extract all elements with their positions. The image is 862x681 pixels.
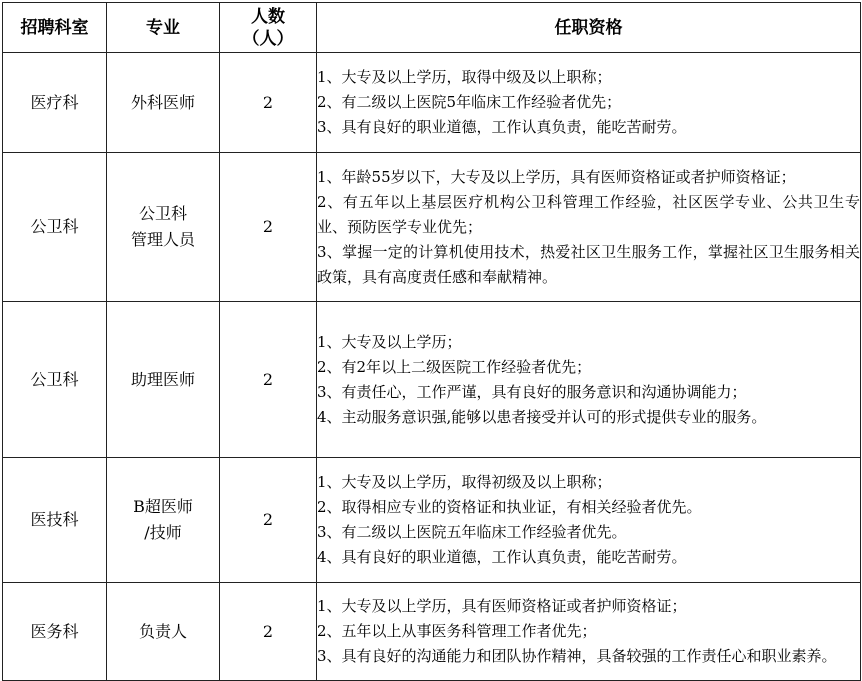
requirement-item: 2、有二级以上医院5年临床工作经验者优先； bbox=[317, 93, 622, 111]
requirements-cell bbox=[317, 153, 861, 302]
header-major: 专业 bbox=[107, 3, 220, 53]
major-cell bbox=[107, 153, 220, 302]
requirements-cell bbox=[317, 583, 861, 681]
major-cell bbox=[107, 302, 220, 458]
major-line: 助理医师 bbox=[130, 369, 195, 389]
dept-cell: 公卫科 bbox=[3, 302, 107, 458]
header-qualifications: 任职资格 bbox=[317, 3, 861, 53]
recruitment-table bbox=[2, 2, 861, 681]
major-cell bbox=[107, 53, 220, 153]
requirement-item: 1、大专及以上学历，具有医师资格证或者护师资格证； bbox=[317, 597, 687, 615]
table-row bbox=[3, 53, 861, 153]
table-row bbox=[3, 153, 861, 302]
major-line: /技师 bbox=[144, 523, 182, 542]
count-cell: 2 bbox=[220, 583, 317, 681]
requirements-cell bbox=[317, 302, 861, 458]
requirement-item: 2、取得相应专业的资格证和执业证，有相关经验者优先。 bbox=[317, 498, 702, 516]
count-cell: 2 bbox=[220, 53, 317, 153]
requirement-item: 4、主动服务意识强,能够以患者接受并认可的形式提供专业的服务。 bbox=[317, 407, 767, 426]
requirements-cell bbox=[317, 53, 861, 153]
major-line: 外科医师 bbox=[130, 92, 195, 112]
count-cell: 2 bbox=[220, 302, 317, 458]
header-dept: 招聘科室 bbox=[3, 3, 107, 53]
dept-cell: 医疗科 bbox=[3, 53, 107, 153]
header-count-line1: 人数 bbox=[251, 6, 285, 27]
count-cell: 2 bbox=[220, 458, 317, 583]
requirements-cell bbox=[317, 458, 861, 583]
header-count-line2: （人） bbox=[242, 28, 294, 49]
requirement-item: 2、五年以上从事医务科管理工作者优先； bbox=[317, 622, 597, 640]
requirement-item: 1、年龄55岁以下，大专及以上学历，具有医师资格证或者护师资格证； bbox=[317, 167, 796, 186]
requirement-item: 1、大专及以上学历； bbox=[317, 332, 462, 351]
dept-cell: 医务科 bbox=[3, 583, 107, 681]
requirement-item: 4、具有良好的职业道德，工作认真负责，能吃苦耐劳。 bbox=[317, 548, 687, 566]
major-cell bbox=[107, 583, 220, 681]
dept-cell: 公卫科 bbox=[3, 153, 107, 302]
requirement-item: 2、有2年以上二级医院工作经验者优先； bbox=[317, 357, 592, 376]
major-line: B超医师 bbox=[133, 497, 193, 516]
count-cell: 2 bbox=[220, 153, 317, 302]
major-line: 公卫科 bbox=[138, 204, 187, 223]
table-row bbox=[3, 458, 861, 583]
requirement-item: 1、大专及以上学历，取得中级及以上职称； bbox=[317, 68, 612, 86]
dept-cell: 医技科 bbox=[3, 458, 107, 583]
major-cell bbox=[107, 458, 220, 583]
header-count bbox=[220, 3, 317, 53]
table-row bbox=[3, 302, 861, 458]
header-row bbox=[3, 3, 861, 53]
table-row bbox=[3, 583, 861, 681]
requirement-item: 3、掌握一定的计算机使用技术，热爱社区卫生服务工作，掌握社区卫生服务相关政策，具有高度责任感和奉献精神。 bbox=[317, 242, 860, 286]
requirement-item: 3、具有良好的职业道德，工作认真负责，能吃苦耐劳。 bbox=[317, 118, 687, 136]
requirement-item: 1、大专及以上学历，取得初级及以上职称； bbox=[317, 473, 612, 491]
requirement-item: 3、有责任心，工作严谨，具有良好的服务意识和沟通协调能力； bbox=[317, 382, 747, 401]
requirement-item: 3、有二级以上医院五年临床工作经验者优先。 bbox=[317, 523, 627, 541]
requirement-item: 2、有五年以上基层医疗机构公卫科管理工作经验，社区医学专业、公共卫生专业、预防医学专业优先； bbox=[317, 192, 860, 236]
requirement-item: 3、具有良好的沟通能力和团队协作精神，具备较强的工作责任心和职业素养。 bbox=[317, 647, 837, 665]
major-line: 负责人 bbox=[138, 621, 187, 641]
major-line: 管理人员 bbox=[130, 230, 195, 249]
